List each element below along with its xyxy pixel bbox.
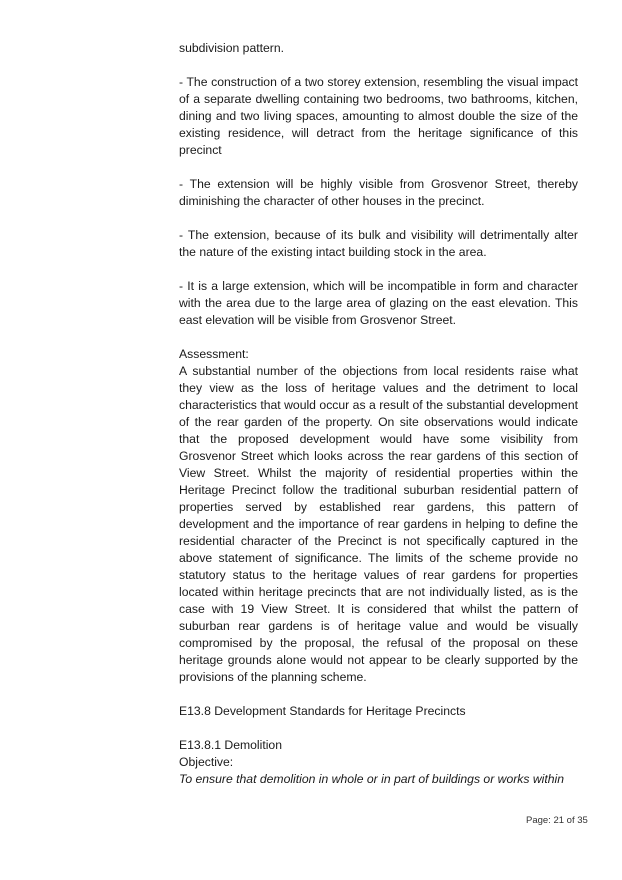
paragraph-large-extension: - It is a large extension, which will be incompatible in form and character with the area due to the large area of glazing on the east elevation. This east elevation will be visible from Grosvenor Street.	[179, 279, 578, 327]
page-number: Page: 21 of 35	[526, 815, 588, 826]
objective-label: Objective:	[179, 755, 234, 769]
assessment-heading: Assessment:	[179, 347, 249, 361]
paragraph-subdivision-pattern: subdivision pattern.	[179, 41, 285, 55]
paragraph-bulk-visibility: - The extension, because of its bulk and visibility will detrimentally alter the nature of the existing intact building stock in the area.	[179, 228, 578, 259]
document-body	[179, 40, 578, 788]
assessment-body: A substantial number of the objections from local residents raise what they view as the loss of heritage values and the detriment to local characteristics that would occur as a result of the substantial development of the rear garden of the property. On site observations would indicate that the proposed development would have some visibility from Grosvenor Street which looks across the rear gardens of this section of View Street. Whilst the majority of residential properties within the Heritage Precinct follow the traditional suburban residential pattern of properties served by established rear gardens, this pattern of development and the importance of rear gardens in helping to define the residential character of the Precinct is not specifically captured in the above statement of significance. The limits of the scheme provide no statutory status to the heritage values of rear gardens for properties located within heritage precincts that are not individually listed, as is the case with 19 View Street. It is considered that whilst the pattern of suburban rear gardens is of heritage value and would be visually compromised by the proposal, the refusal of the proposal on these heritage grounds alone would not appear to be clearly supported by the provisions of the planning scheme.	[179, 364, 578, 684]
subsection-heading: E13.8.1 Demolition	[179, 738, 282, 752]
objective-text: To ensure that demolition in whole or in part of buildings or works within	[179, 772, 565, 786]
paragraph-two-storey-extension: - The construction of a two storey extension, resembling the visual impact of a separate dwelling containing two bedrooms, two bathrooms, kitchen, dining and two living spaces, amounting to almost double the size of the existing residence, will detract from the heritage significance of this precinct	[179, 75, 578, 157]
paragraph-visibility-grosvenor: - The extension will be highly visible from Grosvenor Street, thereby diminishing the character of other houses in the precinct.	[179, 177, 578, 208]
section-heading: E13.8 Development Standards for Heritage Precincts	[179, 704, 466, 718]
